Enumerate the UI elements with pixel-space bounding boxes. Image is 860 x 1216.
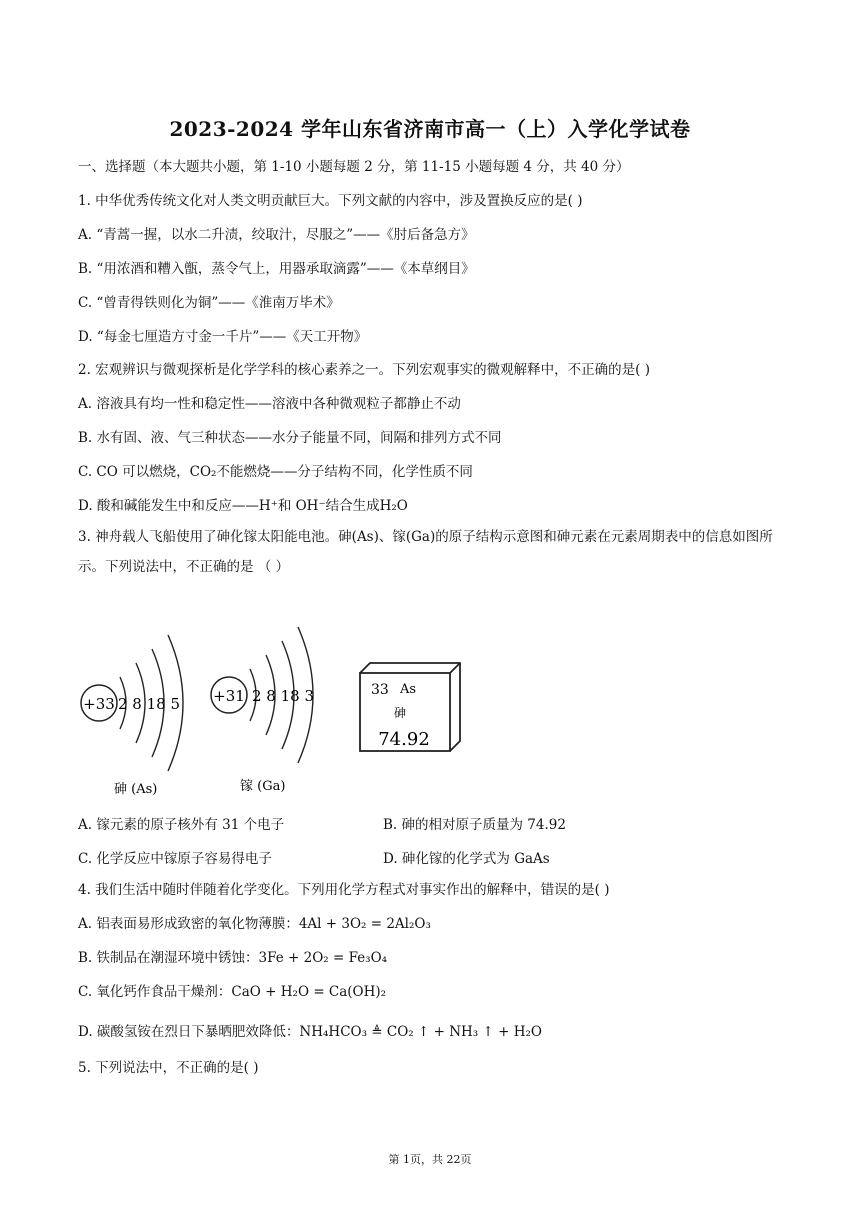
as-shells-label: 2 8 18 5: [118, 695, 181, 713]
question-4-option-c: C. 氧化钙作食品干燥剂：CaO + H₂O = Ca(OH)₂: [78, 984, 387, 1000]
question-3-option-c: C. 化学反应中镓原子容易得电子: [78, 851, 272, 867]
question-4-option-b: B. 铁制品在潮湿环境中锈蚀：3Fe + 2O₂ = Fe₃O₄: [78, 950, 388, 966]
question-1-option-d: D. “每金七厘造方寸金一千片”——《天工开物》: [78, 329, 368, 345]
gallium-atom-diagram: [211, 627, 314, 794]
question-2-option-d: D. 酸和碱能发生中和反应——H⁺和 OH⁻结合生成H₂O: [78, 498, 408, 514]
question-1-option-a: A. “青蒿一握，以水二升渍，绞取汁，尽服之”——《肘后备急方》: [78, 227, 475, 243]
question-4-option-a: A. 铝表面易形成致密的氧化物薄膜：4Al + 3O₂ = 2Al₂O₃: [78, 916, 431, 932]
question-5-stem: 5. 下列说法中，不正确的是( ): [78, 1060, 259, 1076]
page-footer: 第 1页，共 22页: [388, 1153, 472, 1166]
question-1-option-c: C. “曾青得铁则化为铜”——《淮南万毕术》: [78, 295, 340, 311]
question-4-stem: 4. 我们生活中随时伴随着化学变化。下列用化学方程式对事实作出的解释中，错误的是( ): [78, 882, 610, 898]
cell-atomic-number: 33: [371, 682, 389, 698]
atomic-structure-figure: [74, 615, 494, 805]
question-3-stem: 3. 神舟载人飞船使用了砷化镓太阳能电池。砷(As)、镓(Ga)的原子结构示意图和砷元素在元素周期表中的信息如图所示。下列说法中，不正确的是 （ ）: [78, 529, 773, 575]
question-4-option-d: D. 碳酸氢铵在烈日下暴晒肥效降低：NH₄HCO₃ ≜ CO₂ ↑ + NH₃ ↑ + H₂O: [78, 1024, 542, 1040]
ga-caption: 镓 (Ga): [240, 779, 286, 794]
page-title: 2023-2024 学年山东省济南市高一（上）入学化学试卷: [169, 117, 691, 141]
cell-element-symbol: As: [400, 682, 417, 697]
arsenic-atom-diagram: [81, 635, 183, 797]
question-1-option-b: B. “用浓酒和糟入甑，蒸令气上，用器承取滴露”——《本草纲目》: [78, 261, 475, 277]
question-2-option-a: A. 溶液具有均一性和稳定性——溶液中各种微观粒子都静止不动: [78, 396, 461, 412]
section-heading: 一、选择题（本大题共小题，第 1-10 小题每题 2 分，第 11-15 小题每题 4 分，共 40 分）: [78, 159, 630, 175]
cell-element-name: 砷: [393, 706, 407, 720]
as-caption: 砷 (As): [114, 782, 158, 797]
question-1-stem: 1. 中华优秀传统文化对人类文明贡献巨大。下列文献的内容中，涉及置换反应的是( ): [78, 193, 583, 209]
question-3-option-b: B. 砷的相对原子质量为 74.92: [383, 817, 566, 833]
question-3-option-a: A. 镓元素的原子核外有 31 个电子: [78, 817, 285, 833]
question-2-stem: 2. 宏观辨识与微观探析是化学学科的核心素养之一。下列宏观事实的微观解释中，不正确的是( ): [78, 362, 650, 378]
ga-shells-label: 2 8 18 3: [252, 687, 315, 705]
question-2-option-c: C. CO 可以燃烧，CO₂不能燃烧——分子结构不同，化学性质不同: [78, 464, 473, 480]
cell-atomic-mass: 74.92: [378, 729, 430, 750]
as-nucleus-label: +33: [83, 695, 115, 713]
ga-nucleus-label: +31: [213, 687, 245, 705]
periodic-table-cell: [360, 663, 460, 751]
question-2-option-b: B. 水有固、液、气三种状态——水分子能量不同，间隔和排列方式不同: [78, 430, 502, 446]
question-3-option-d: D. 砷化镓的化学式为 GaAs: [383, 851, 550, 867]
